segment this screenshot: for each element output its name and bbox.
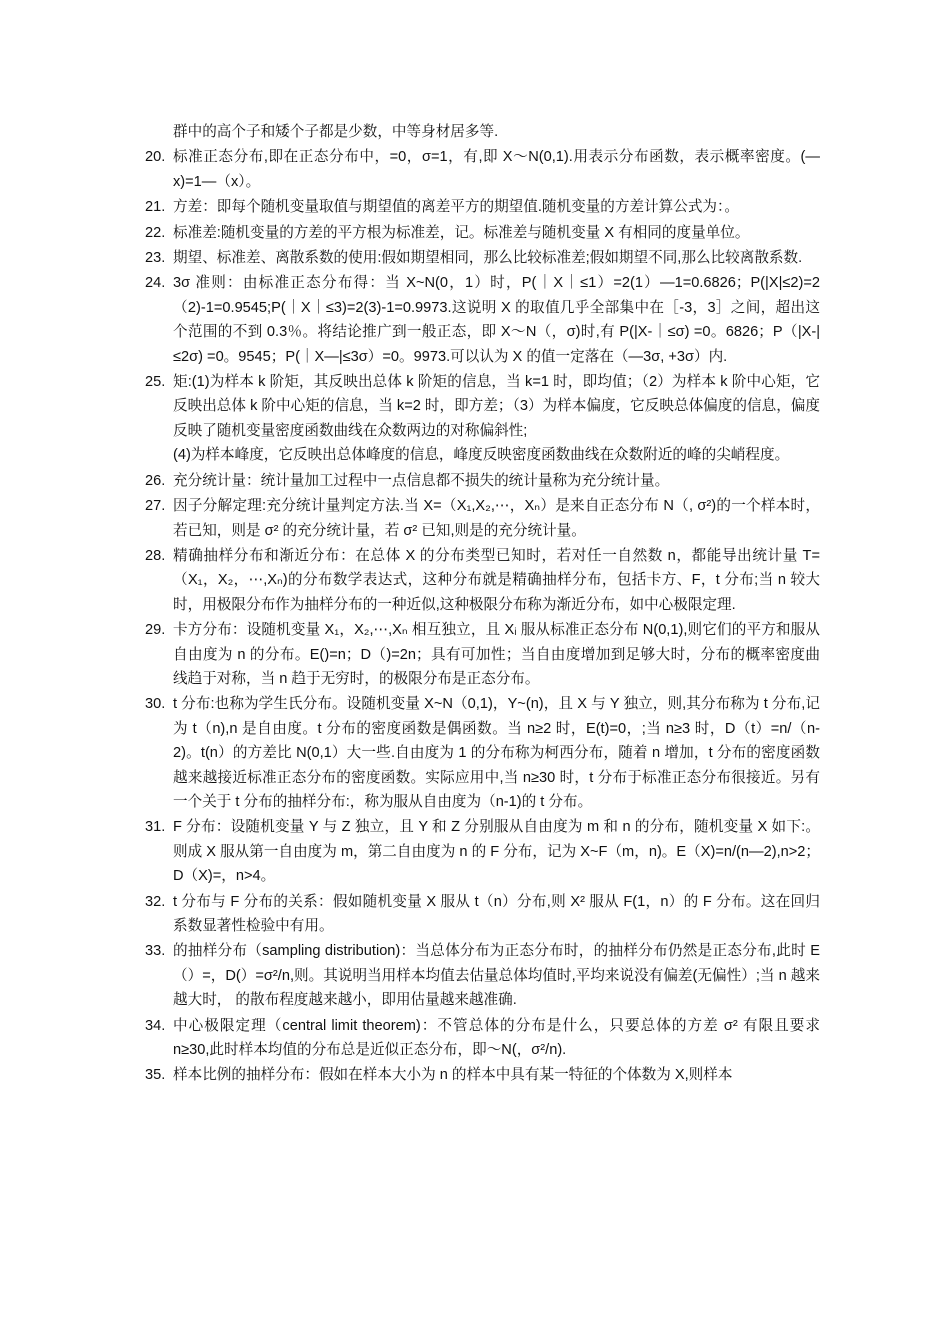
item-text <box>173 145 820 194</box>
item-text <box>173 195 820 219</box>
item-text <box>173 469 820 493</box>
item-text <box>173 618 820 691</box>
item-paragraph: 卡方分布：设随机变量 X₁，X₂,⋯,Xₙ 相互独立，且 Xᵢ 服从标准正态分布 N(0,1),则它们的平方和服从自由度为 n 的分布。E()=n；D（)=2n；具有可加性；当自由度增加到足够大时，分布的概率密度曲线趋于对称，当 n 趋于无穷时，的极限分布是正态分布。 <box>173 622 820 687</box>
item-number: 24. <box>145 275 166 292</box>
item-text <box>173 494 820 543</box>
item-paragraph: 期望、标准差、离散系数的使用:假如期望相同，那么比较标准差;假如期望不同,那么比较离散系数. <box>173 250 803 267</box>
item-number: 34. <box>145 1017 166 1034</box>
item-number: 35. <box>145 1067 166 1084</box>
numbered-list <box>145 145 820 1087</box>
item-text <box>173 1063 820 1087</box>
item-number: 25. <box>145 374 166 391</box>
item-number: 28. <box>145 547 166 564</box>
item-text <box>173 271 820 369</box>
item-paragraph: 精确抽样分布和渐近分布：在总体 X 的分布类型已知时，若对任一自然数 n，都能导出统计量 T=（X₁，X₂，⋯,Xₙ)的分布数学表达式，这种分布就是精确抽样分布，包括卡方、F，t 分布;当 n 较大时，用极限分布作为抽样分布的一种近似,这种极限分布称为渐近分布，如中心极限定理. <box>173 547 820 613</box>
item-text <box>173 890 820 939</box>
item-number: 27. <box>145 498 166 515</box>
item-paragraph: 因子分解定理:充分统计量判定方法.当 X=（X₁,X₂,⋯，Xₙ）是来自正态分布 N（, σ²)的一个样本时，若已知，则是 σ² 的充分统计量，若 σ² 已知,则是的充分统计量。 <box>173 498 820 539</box>
list-item <box>145 544 820 617</box>
item-paragraph: 标准正态分布,即在正态分布中，=0，σ=1，有,即 X～N(0,1).用表示分布函数，表示概率密度。(—x)=1—（x）。 <box>173 149 820 190</box>
list-item <box>145 939 820 1012</box>
item-paragraph: (4)为样本峰度，它反映出总体峰度的信息，峰度反映密度函数曲线在众数附近的峰的尖峭程度。 <box>173 447 790 464</box>
item-number: 21. <box>145 199 166 216</box>
item-text <box>173 815 820 888</box>
item-text <box>173 692 820 814</box>
list-item <box>145 1063 820 1087</box>
item-text <box>173 939 820 1012</box>
item-text <box>173 544 820 617</box>
item-paragraph: 充分统计量：统计量加工过程中一点信息都不损失的统计量称为充分统计量。 <box>173 472 670 489</box>
item-paragraph: t 分布与 F 分布的关系：假如随机变量 X 服从 t（n）分布,则 X² 服从 F(1，n）的 F 分布。这在回归系数显著性检验中有用。 <box>173 893 820 934</box>
item-paragraph: 矩:(1)为样本 k 阶矩，其反映出总体 k 阶矩的信息，当 k=1 时，即均值；（2）为样本 k 阶中心矩，它反映出总体 k 阶中心矩的信息，当 k=2 时，即方差；（3）为样本偏度，它反映总体偏度的信息，偏度反映了随机变量密度函数曲线在众数两边的对称偏斜性; <box>173 374 820 439</box>
list-item <box>145 195 820 219</box>
item-paragraph: F 分布：设随机变量 Y 与 Z 独立，且 Y 和 Z 分别服从自由度为 m 和 n 的分布，随机变量 X 如下:。则成 X 服从第一自由度为 m，第二自由度为 n 的 F 分布，记为 X~F（m，n)。E（X)=n/(n—2),n>2；D（X)=，n>4。 <box>173 819 820 885</box>
list-item <box>145 692 820 814</box>
item-paragraph: 标准差:随机变量的方差的平方根为标准差，记。标准差与随机变量 X 有相同的度量单位。 <box>173 224 750 241</box>
item-number: 23. <box>145 250 166 267</box>
list-item <box>145 469 820 493</box>
item-number: 22. <box>145 224 166 241</box>
item-text <box>173 1014 820 1063</box>
list-item <box>145 815 820 888</box>
list-item <box>145 246 820 270</box>
list-item <box>145 221 820 245</box>
list-item <box>145 271 820 369</box>
list-item <box>145 145 820 194</box>
item-text <box>173 221 820 245</box>
item-number: 20. <box>145 149 166 166</box>
list-item <box>145 890 820 939</box>
item-number: 32. <box>145 893 166 910</box>
item-number: 33. <box>145 943 166 960</box>
item-number: 30. <box>145 696 166 713</box>
item-number: 29. <box>145 622 166 639</box>
lead-continuation: 群中的高个子和矮个子都是少数，中等身材居多等. <box>173 124 499 140</box>
item-text <box>173 370 820 468</box>
item-paragraph: 中心极限定理（central limit theorem)：不管总体的分布是什么，只要总体的方差 σ² 有限且要求 n≥30,此时样本均值的分布总是近似正态分布，即～N(，σ²/n). <box>173 1017 820 1059</box>
list-item <box>145 370 820 468</box>
item-number: 31. <box>145 819 166 836</box>
list-item <box>145 494 820 543</box>
item-paragraph: 的抽样分布（sampling distribution)：当总体分布为正态分布时，的抽样分布仍然是正态分布,此时 E（）=，D(）=σ²/n,则。其说明当用样本均值去估量总体均值时,平均来说没有偏差(无偏性）;当 n 越来越大时， 的散布程度越来越小，即用估量越来越准确. <box>173 943 820 1009</box>
item-paragraph: 样本比例的抽样分布：假如在样本大小为 n 的样本中具有某一特征的个体数为 X,则样本 <box>173 1067 733 1084</box>
item-number: 26. <box>145 472 166 489</box>
list-item <box>145 618 820 691</box>
list-item <box>145 1014 820 1063</box>
item-paragraph: 3σ 准则：由标准正态分布得：当 X~N(0，1）时，P(｜X｜≤1）=2(1）—1=0.6826；P(|X|≤2)=2（2)-1=0.9545;P(｜X｜≤3)=2(3)-1=0.9973.这说明 X 的取值几乎全部集中在［-3，3］之间，超出这个范围的不到 0.3％。将结论推广到一般正态，即 X～N（，σ)时,有 P(|X-｜≤σ) =0。6826；P（|X-|≤2σ) =0。9545；P(｜X—|≤3σ）=0。9973.可以认为 X 的值一定落在（—3σ, +3σ）内. <box>173 275 820 365</box>
item-text <box>173 246 820 270</box>
item-paragraph: t 分布:也称为学生氏分布。设随机变量 X~N（0,1)，Y~(n)，且 X 与 Y 独立，则,其分布称为 t 分布,记为 t（n),n 是自由度。t 分布的密度函数是偶函数。当 n≥2 时，E(t)=0，;当 n≥3 时，D（t）=n/（n-2)。t(n）的方差比 N(0,1）大一些.自由度为 1 的分布称为柯西分布，随着 n 增加，t 分布的密度函数越来越接近标准正态分布的密度函数。实际应用中,当 n≥30 时，t 分布于标准正态分布很接近。另有一个关于 t 分布的抽样分布:，称为服从自由度为（n-1)的 t 分布。 <box>173 696 820 810</box>
item-paragraph: 方差：即每个随机变量取值与期望值的离差平方的期望值.随机变量的方差计算公式为：。 <box>173 199 739 216</box>
